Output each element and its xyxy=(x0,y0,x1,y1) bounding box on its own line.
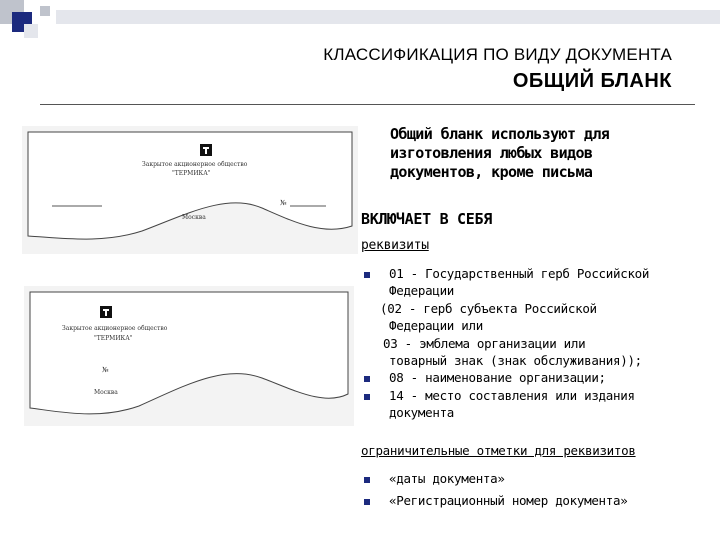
bullet-icon xyxy=(364,499,370,505)
form-sample-top xyxy=(22,126,358,254)
requisite-line: 14 - место составления или издания xyxy=(389,388,635,403)
bullet-icon xyxy=(364,272,370,278)
page-subtitle: ОБЩИЙ БЛАНК xyxy=(512,70,672,92)
requisites-heading: реквизиты xyxy=(361,238,429,253)
page-title: КЛАССИФИКАЦИЯ ПО ВИДУ ДОКУМЕНТА xyxy=(323,45,672,64)
requisite-line: 01 - Государственный герб Российской xyxy=(389,266,650,281)
title-divider xyxy=(40,104,695,105)
bullet-icon xyxy=(364,376,370,382)
form-sample-bottom xyxy=(24,286,354,426)
form-top-org2: "ТЕРМИКА" xyxy=(172,170,211,177)
restriction-item: «Регистрационный номер документа» xyxy=(389,493,628,508)
form-bottom-place: Москва xyxy=(94,389,118,396)
requisite-line: Федерации или xyxy=(389,318,483,333)
corner-square-light xyxy=(24,24,38,38)
form-top-org1: Закрытое акционерное общество xyxy=(142,161,248,168)
form-bottom-org1: Закрытое акционерное общество xyxy=(62,325,168,332)
bullet-icon xyxy=(364,477,370,483)
intro-text xyxy=(390,125,690,182)
requisite-line: документа xyxy=(389,405,455,420)
corner-square-small xyxy=(40,6,50,16)
intro-line: Общий бланк используют для xyxy=(390,125,610,143)
form-top-number: № xyxy=(280,199,287,207)
includes-heading: ВКЛЮЧАЕТ В СЕБЯ xyxy=(361,210,492,228)
restriction-item: «даты документа» xyxy=(389,471,505,486)
requisite-line: (02 - герб субъекта Российской xyxy=(380,301,597,316)
intro-line: изготовления любых видов xyxy=(390,144,593,162)
bullet-icon xyxy=(364,394,370,400)
top-stripe xyxy=(56,10,720,24)
intro-line: документов, кроме письма xyxy=(390,163,593,181)
form-bottom-org2: "ТЕРМИКА" xyxy=(94,335,133,342)
form-top-place: Москва xyxy=(182,214,206,221)
requisite-line: товарный знак (знак обслуживания)); xyxy=(389,353,642,368)
requisite-line: 08 - наименование организации; xyxy=(389,370,606,385)
restrictions-heading: ограничительные отметки для реквизитов xyxy=(361,443,636,458)
requisite-line: 03 - эмблема организации или xyxy=(383,336,586,351)
requisite-line: Федерации xyxy=(389,283,455,298)
form-bottom-number: № xyxy=(102,366,109,374)
